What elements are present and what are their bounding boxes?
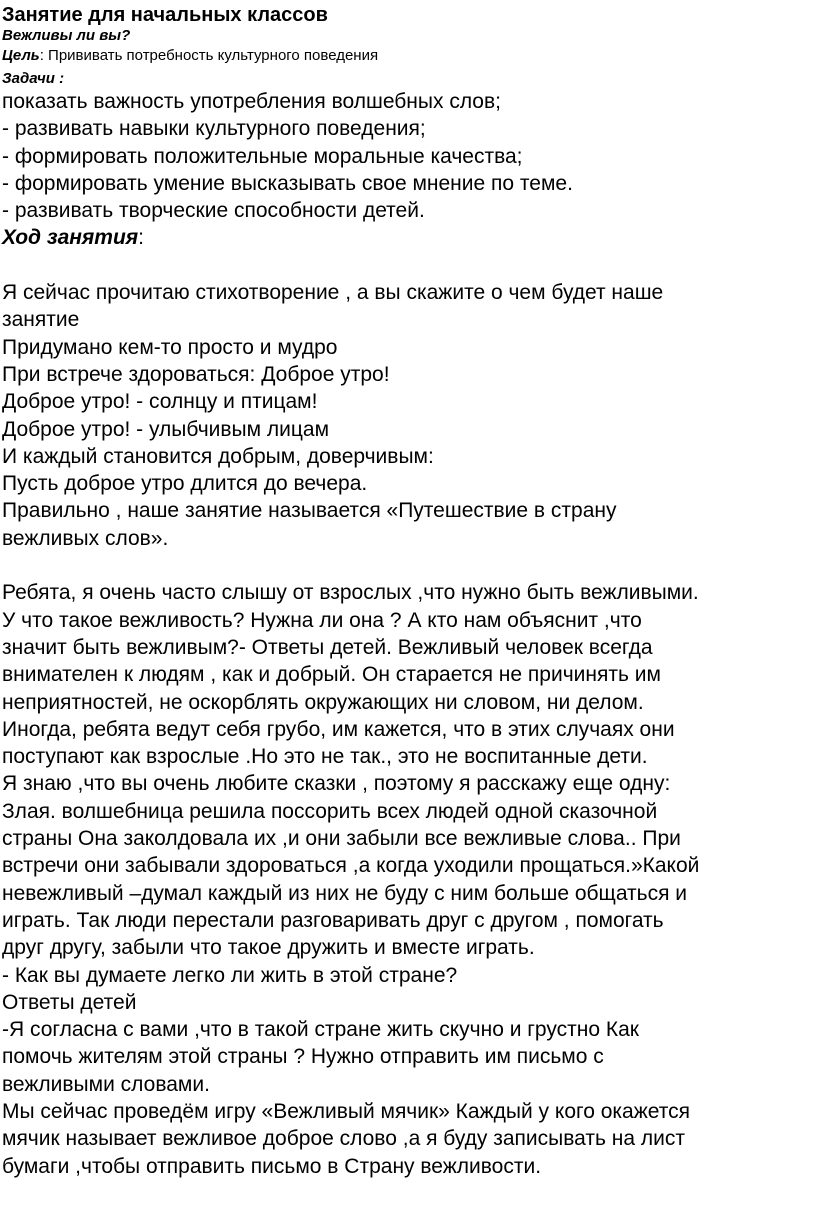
theme-line: Правильно , наше занятие называется «Путешествие в страну — [2, 499, 617, 523]
document-title: Занятие для начальных классов — [2, 4, 328, 26]
theme-line: вежливых слов». — [2, 526, 169, 550]
poem-line: Доброе утро! - солнцу и птицам! — [2, 390, 318, 414]
body-line: играть. Так люди перестали разговаривать друг с другом , помогать — [2, 908, 664, 932]
document-subtitle: Вежливы ли вы? — [2, 27, 131, 44]
poem-line: И каждый становится добрым, доверчивым: — [2, 444, 434, 468]
body-line: невежливый –думал каждый из них не буду с ним больше общаться и — [2, 881, 688, 905]
poem-line: Пусть доброе утро длится до вечера. — [2, 472, 368, 496]
body-line: поступают как взрослые .Но это не так., это не воспитанные дети. — [2, 745, 648, 769]
body-line: внимателен к людям , как и добрый. Он старается не причинять им — [2, 663, 661, 687]
course-heading — [2, 224, 816, 251]
body-line: Иногда, ребята ведут себя грубо, им кажется, что в этих случаях они — [2, 717, 675, 741]
poem-line: Придумано кем-то просто и мудро — [2, 335, 338, 359]
body-line: бумаги ,чтобы отправить письмо в Страну вежливости. — [2, 1154, 542, 1178]
intro-line: Я сейчас прочитаю стихотворение , а вы скажите о чем будет наше — [2, 281, 664, 305]
body-line: друг другу, забыли что такое дружить и вместе играть. — [2, 936, 535, 960]
body-line: У что такое вежливость? Нужна ли она ? А кто нам объяснит ,что — [2, 608, 642, 632]
course-colon: : — [138, 226, 145, 250]
body-line: Ребята, я очень часто слышу от взрослых ,что нужно быть вежливыми. — [2, 581, 699, 605]
body-line: Я знаю ,что вы очень любите сказки , поэтому я расскажу еще одну: — [2, 772, 671, 796]
body-line: Ответы детей — [2, 990, 137, 1014]
body-line: Мы сейчас проведём игру «Вежливый мячик» Каждый у кого окажется — [2, 1099, 690, 1123]
body-line: неприятностей, не оскорблять окружающих ни словом, ни делом. — [2, 690, 644, 714]
goal-line — [2, 46, 816, 65]
body-line: значит быть вежливым?- Ответы детей. Вежливый человек всегда — [2, 635, 653, 659]
task-item: - формировать положительные моральные качества; — [2, 144, 523, 168]
spacer — [2, 552, 816, 579]
body-line: помочь жителям этой страны ? Нужно отправить им письмо с — [2, 1045, 604, 1069]
body-line: вежливыми словами. — [2, 1072, 210, 1096]
goal-label: Цель — [2, 47, 40, 64]
body-line: -Я согласна с вами ,что в такой стране жить скучно и грустно Как — [2, 1018, 639, 1042]
task-item: - формировать умение высказывать свое мнение по теме. — [2, 171, 573, 195]
tasks-label: Задачи : — [2, 70, 65, 87]
body-line: встречи они забывали здороваться ,а когда уходили прощаться.»Какой — [2, 854, 700, 878]
course-label: Ход занятия — [2, 226, 139, 250]
body-line: страны Она заколдовала их ,и они забыли все вежливые слова.. При — [2, 827, 681, 851]
body-line: мячик называет вежливое доброе слово ,а я буду записывать на лист — [2, 1127, 686, 1151]
task-item: - развивать творческие способности детей. — [2, 199, 425, 223]
task-item: - развивать навыки культурного поведения; — [2, 117, 426, 141]
goal-text: : Прививать потребность культурного поведения — [39, 47, 379, 64]
poem-line: Доброе утро! - улыбчивым лицам — [2, 417, 330, 441]
body-line: Злая. волшебница решила поссорить всех людей одной сказочной — [2, 799, 658, 823]
poem-line: При встрече здороваться: Доброе утро! — [2, 362, 390, 386]
spacer — [2, 252, 816, 279]
intro-line: занятие — [2, 308, 80, 332]
task-item: показать важность употребления волшебных слов; — [2, 90, 501, 113]
body-line: - Как вы думаете легко ли жить в этой стране? — [2, 963, 458, 987]
